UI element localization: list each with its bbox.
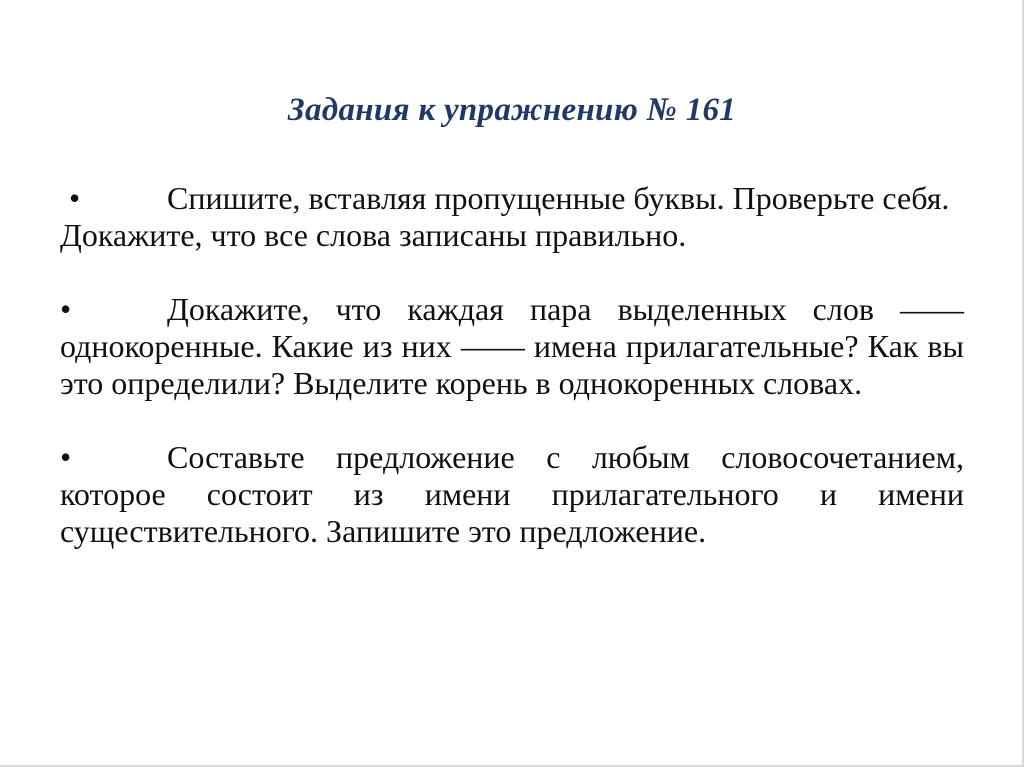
bullet: • [60,291,72,327]
bullet: • [60,439,72,475]
list-item [60,291,964,402]
list-item [60,180,964,254]
page-title: Задания к упражнению № 161 [287,92,737,128]
bullet: • [69,180,81,216]
list-item [60,439,964,550]
task-text: Составьте предложение с любым словосочетанием, которое состоит из имени прилагательного и имени существительного. Запишите это предложение. [60,439,964,549]
task-text: Спишите, вставляя пропущенные буквы. Проверьте себя. Докажите, что все слова записаны правильно. [60,180,950,253]
task-text: Докажите, что каждая пара выделенных слов —— однокоренные. Какие из них —— имена прилагательные? Как вы это определили? Выделите корень в однокоренных словах. [60,291,964,401]
task-list [60,180,964,587]
